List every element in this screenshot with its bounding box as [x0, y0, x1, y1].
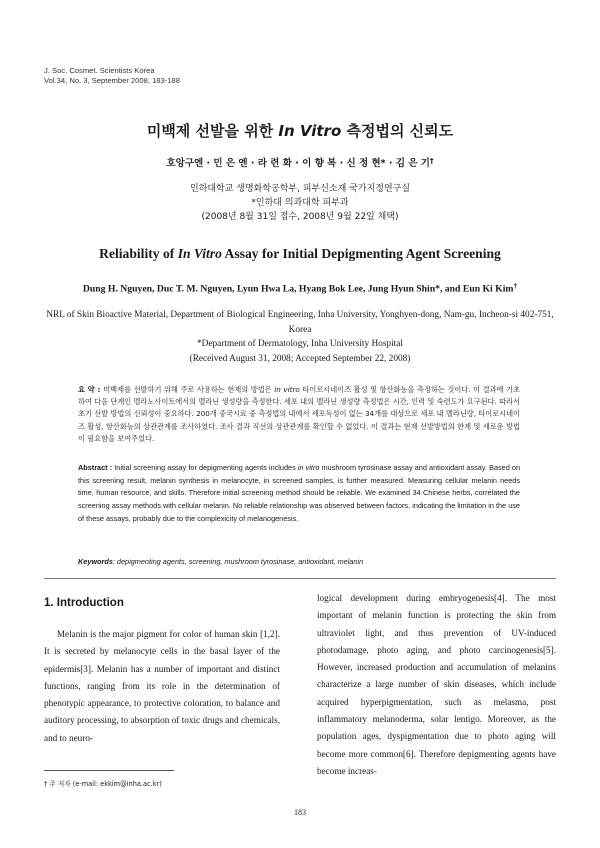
korean-affiliation — [0, 182, 600, 224]
english-title-part-1: Reliability of — [99, 246, 178, 261]
english-received-date: (Received August 31, 2008; Accepted September 22, 2008) — [189, 353, 411, 364]
english-title — [0, 246, 600, 262]
english-title-italic: In Vitro — [177, 246, 222, 261]
korean-author-list: 호앙구엔 · 민 은 엔 · 라 련 화 · 이 향 복 · 신 정 현* · 김 은 기 — [166, 158, 430, 169]
english-corresponding-mark: † — [513, 282, 518, 290]
journal-volume: Vol.34, No. 3, September 2008, 183-188 — [44, 76, 180, 85]
korean-abstract-italic: in vitro — [274, 385, 300, 394]
korean-abstract-text-2: 타이로시네이즈 활성 및 항산화능을 측정하는 것이다. 이 결과에 기초하여 다음 단계인 멜라노사이트에서의 멜라닌 생성량을 측정한다. 세포 내의 멜라닌 생성량 측정법은 시간, 인력 및 숙련도가 요구된다. 따라서 초기 선발 방법의 신뢰성이 중요하다. 200개 중국시료 중 측정법의 내에서 세포독성이 없는 34개를 대상으로 세포 내 멜라닌량, 타이로시네이즈 활성, 항산화능의 상관관계를 조사하였다. 조사 결과 직선의 상관관계를 확인할 수 없었다. 이 결과는 현재 선발방법의 한계 및 새로운 방법이 필요함을 보여주었다. — [78, 385, 520, 443]
english-abstract-italic: in vitro — [297, 463, 320, 472]
english-affiliation-2: *Department of Dermatology, Inha University Hospital — [197, 339, 403, 349]
english-affiliation-1: NRL of Skin Bioactive Material, Department of Biological Engineering, Inha University, Yonghyen-dong, Nam-gu, Incheon-si 402-751, Korea — [46, 310, 554, 335]
keywords-label: Keywords — [78, 557, 113, 566]
corresponding-author-mark: † — [429, 155, 434, 165]
english-abstract — [78, 462, 520, 526]
english-abstract-label: Abstract : — [78, 463, 115, 472]
english-abstract-text-1: Initial screening assay for depigmenting agents includes — [114, 463, 298, 472]
korean-affiliation-2: *인하대 의과대학 피부과 — [251, 198, 349, 208]
korean-abstract — [78, 384, 520, 445]
korean-title — [0, 120, 600, 141]
page-number: 183 — [294, 808, 306, 817]
english-title-part-2: Assay for Initial Depigmenting Agent Screening — [221, 246, 501, 261]
korean-abstract-text-1: 미백제를 선발하기 위해 주로 사용하는 현재의 방법은 — [103, 385, 275, 394]
korean-abstract-label: 요 약 : — [78, 385, 104, 394]
body-column-left — [44, 626, 280, 747]
intro-paragraph-right: logical development during embryogenesis[4]. The most important of melanin function is protecting the skin from ultraviolet light, and thus prevention of UV-induced photodamage, photo aging, and photo carcinogenesis[5]. However, increased production and accumulation of melanins characterize a large number of skin diseases, which include acquired hyperpigmentation, such as melasma, post inflammatory melanoderma, solar lentigo. Moreover, as the population ages, dyspigmentation due to photo aging will become more common[6]. Therefore depigmenting agents have become increas- — [317, 593, 556, 776]
korean-authors — [0, 155, 600, 169]
korean-title-part-2: 측정법의 신뢰도 — [341, 122, 454, 140]
english-author-list: Dung H. Nguyen, Duc T. M. Nguyen, Lyun Hwa La, Hyang Bok Lee, Jung Hyun Shin*, and Eun Ki Kim — [82, 283, 514, 295]
body-column-right — [317, 590, 556, 780]
intro-paragraph-left: Melanin is the major pigment for color of human skin [1,2]. It is secreted by melanocyte cells in the basal layer of the epidermis[3]. Melanin has a number of important and distinct functions, ranging from its role in the determination of phenotypic appearance, to protective coloration, to balance and auditory processing, to absorption of toxic drugs and chemicals, and to neuro- — [44, 629, 280, 743]
footnote: † 주 저자 (e-mail: ekkim@inha.ac.kr) — [44, 780, 162, 788]
keywords — [78, 557, 520, 566]
keywords-text: : depigmenting agents, screening, mushroom tyrosinase, antioxidant, melanin — [112, 557, 364, 566]
korean-received-date: (2008년 8월 31일 접수, 2008년 9월 22일 채택) — [201, 212, 399, 222]
footnote-divider — [44, 770, 174, 771]
korean-title-italic: In Vitro — [278, 122, 342, 140]
journal-citation — [44, 66, 180, 86]
section-divider — [44, 578, 556, 579]
english-authors — [0, 282, 600, 294]
english-affiliation — [44, 308, 556, 366]
korean-affiliation-1: 인하대학교 생명화학공학부, 피부신소재 국가지정연구실 — [189, 184, 411, 194]
journal-name: J. Soc. Cosmet. Scientists Korea — [44, 66, 155, 75]
english-abstract-text-2: mushroom tyrosinase assay and antioxidant assay. Based on this screening result, melanin synthesis in melanocyte, in screened samples, is further measured. Measuring cellular melanin needs time, human resource, and skills. Therefore initial screening method should be reliable. We examined 34 Chinese herbs, correlated the screening assay methods with cellular melanin. No reliable relationship was observed between factors, indicating the limitation in the use of these assays, probably due to the complexicity of melanogenesis. — [78, 463, 521, 523]
korean-title-part-1: 미백제 선발을 위한 — [146, 122, 279, 140]
section-heading: 1. Introduction — [44, 597, 124, 609]
